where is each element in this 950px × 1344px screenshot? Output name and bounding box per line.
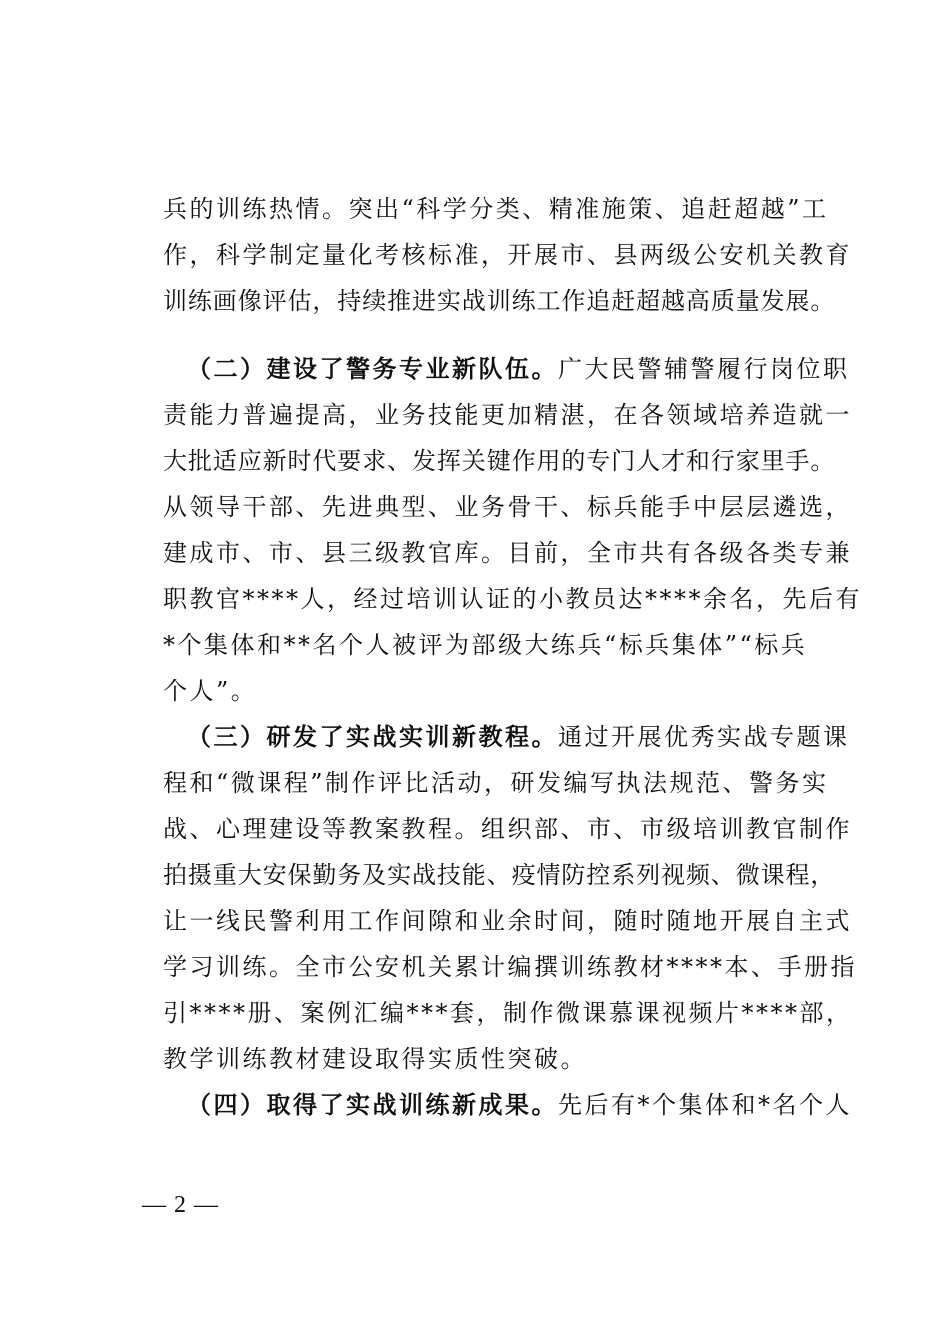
section-heading: （三）研发了实战实训新教程。 — [187, 722, 558, 751]
paragraph-section-2 — [163, 346, 862, 714]
text-line — [163, 714, 850, 760]
text-line: 引****册、案例汇编***套，制作微课慕课视频片****部， — [163, 999, 853, 1027]
text-line: 程和“微课程”制作评比活动，研发编写执法规范、警务实 — [163, 769, 829, 797]
text-line: *个集体和**名个人被评为部级大练兵“标兵集体”“标兵 — [163, 631, 808, 659]
page-number: — 2 — — [142, 1192, 219, 1218]
text-line: 职教官****人，经过培训认证的小教员达****余名，先后有 — [163, 585, 862, 613]
text-line — [163, 1082, 852, 1128]
text-line: 让一线民警利用工作间隙和业余时间，随时随地开展自主式 — [163, 907, 852, 935]
text-line — [163, 346, 850, 392]
text-line: 从领导干部、先进典型、业务骨干、标兵能手中层层遴选， — [163, 493, 852, 521]
text-line: 大批适应新时代要求、发挥关键作用的专门人才和行家里手。 — [163, 447, 836, 475]
text-span: 先后有*个集体和*名个人 — [558, 1091, 852, 1119]
text-line: 训练画像评估，持续推进实战训练工作追赶超越高质量发展。 — [163, 287, 836, 315]
text-line: 建成市、市、县三级教官库。目前，全市共有各级各类专兼 — [163, 539, 852, 567]
text-line: 个人”。 — [163, 677, 258, 705]
text-line: 责能力普遍提高，业务技能更加精湛，在各领域培养造就一 — [163, 401, 852, 429]
paragraph-section-3 — [163, 714, 857, 1082]
document-body — [163, 186, 862, 1128]
paragraph-section-4 — [163, 1082, 852, 1128]
paragraph-gap — [163, 324, 835, 346]
text-line: 拍摄重大安保勤务及实战技能、疫情防控系列视频、微课程， — [163, 861, 836, 889]
text-span: 通过开展优秀实战专题课 — [558, 723, 850, 751]
section-heading: （四）取得了实战训练新成果。 — [187, 1090, 558, 1119]
text-line: 战、心理建设等教案教程。组织部、市、市级培训教官制作 — [163, 815, 852, 843]
paragraph-intro — [163, 186, 852, 324]
text-line: 兵的训练热情。突出“科学分类、精准施策、追赶超越”工 — [163, 195, 829, 223]
text-line: 教学训练教材建设取得实质性突破。 — [163, 1045, 587, 1073]
text-line: 作，科学制定量化考核标准，开展市、县两级公安机关教育 — [163, 241, 852, 269]
text-line: 学习训练。全市公安机关累计编撰训练教材****本、手册指 — [163, 953, 857, 981]
text-span: 广大民警辅警履行岗位职 — [558, 355, 850, 383]
section-heading: （二）建设了警务专业新队伍。 — [187, 354, 558, 383]
